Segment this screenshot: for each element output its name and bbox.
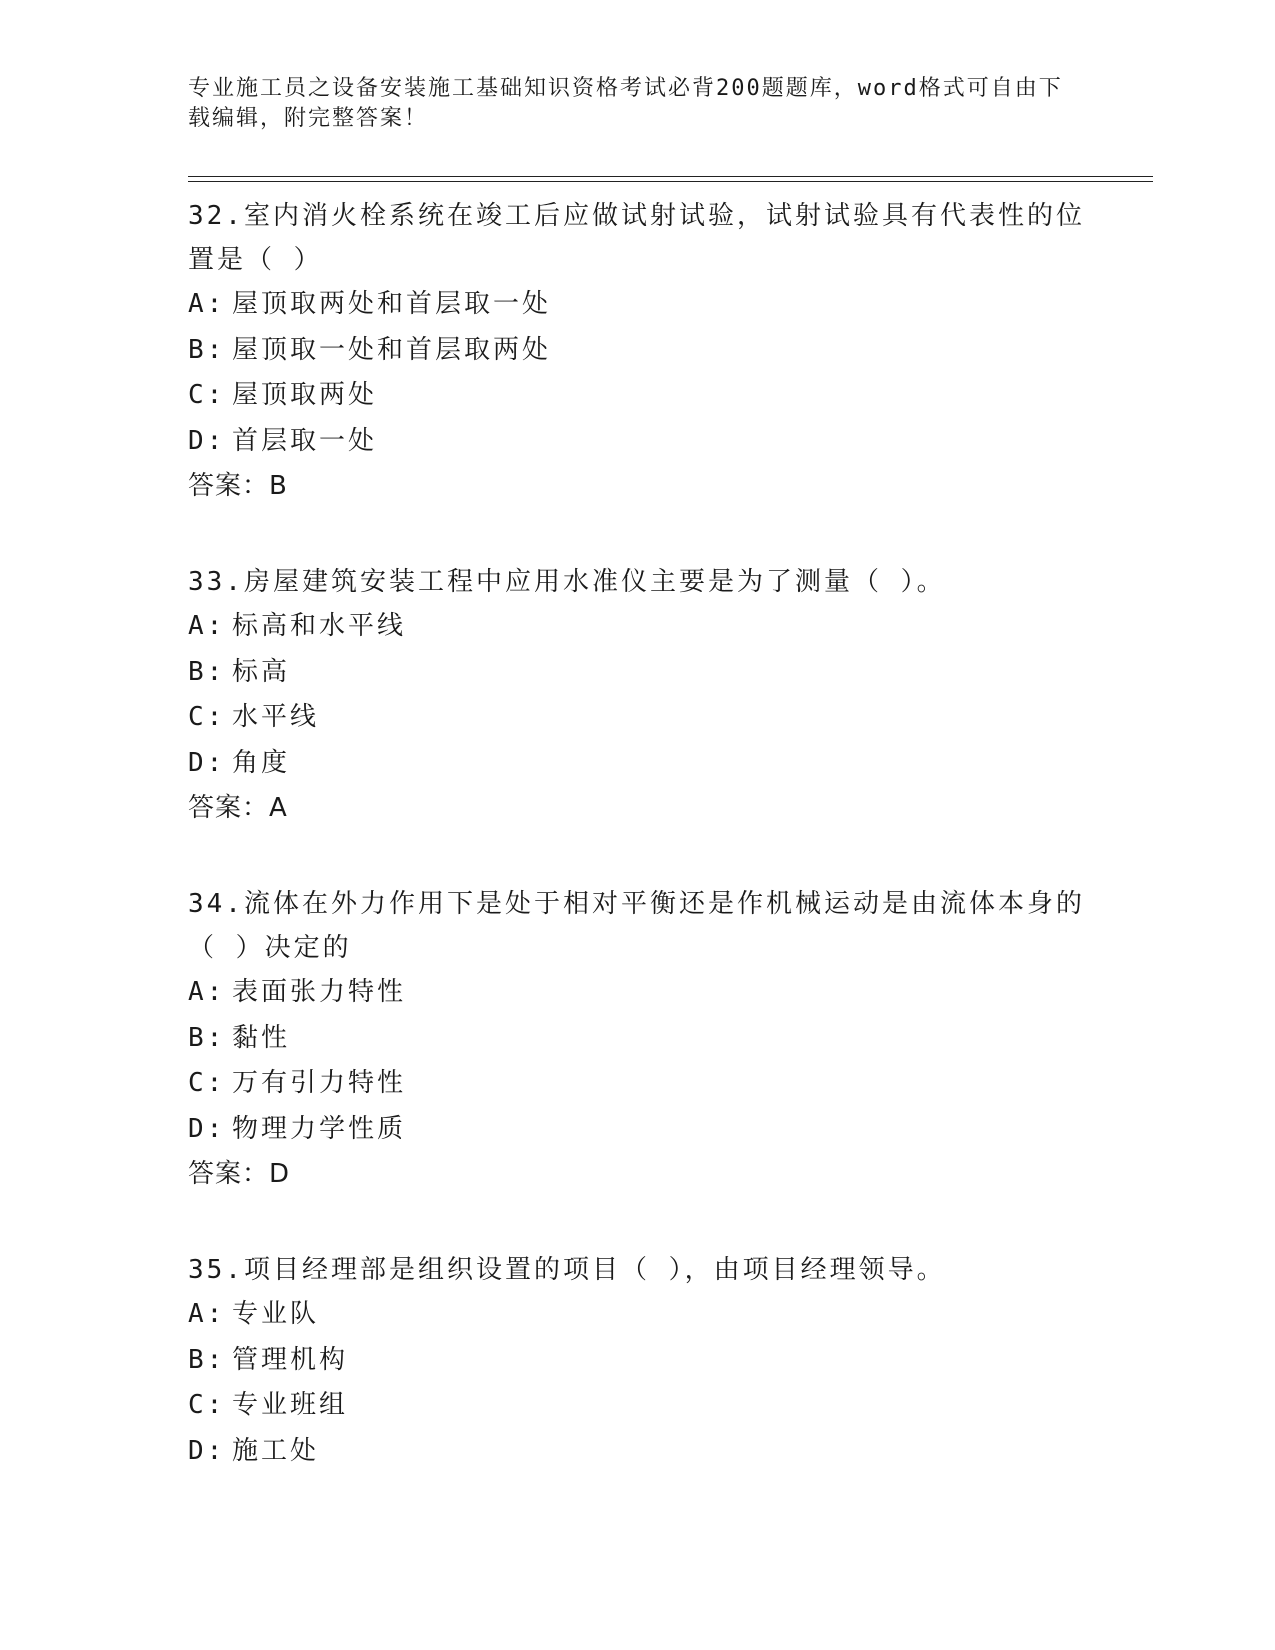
answer-line: 答案：A xyxy=(188,793,288,823)
document-header: 专业施工员之设备安装施工基础知识资格考试必背200题题库，word格式可自由下载编辑，附完整答案！ xyxy=(188,76,1063,131)
option-b xyxy=(188,650,1088,696)
option-text: 标高 xyxy=(232,656,291,687)
question-text: 32.室内消火栓系统在竣工后应做试射试验，试射试验具有代表性的位置是（ ） xyxy=(188,201,1085,275)
question-spacer xyxy=(188,508,1088,556)
option-a xyxy=(188,282,1088,328)
option-label: D: xyxy=(188,1435,226,1466)
option-label: A: xyxy=(188,289,226,319)
option-label: B: xyxy=(188,656,226,687)
question-text: 33.房屋建筑安装工程中应用水准仪主要是为了测量（ ）。 xyxy=(188,567,946,597)
option-text: 施工处 xyxy=(232,1435,320,1466)
question-text: 34.流体在外力作用下是处于相对平衡还是作机械运动是由流体本身的（ ）决定的 xyxy=(188,889,1085,963)
option-d xyxy=(188,419,1088,465)
option-b xyxy=(188,1016,1088,1062)
question-34 xyxy=(188,878,1088,1196)
option-text: 水平线 xyxy=(232,702,320,732)
option-text: 首层取一处 xyxy=(232,425,378,456)
option-text: 角度 xyxy=(232,747,291,778)
question-text: 35.项目经理部是组织设置的项目（ ），由项目经理领导。 xyxy=(188,1255,946,1285)
option-c xyxy=(188,1061,1088,1107)
option-c xyxy=(188,1383,1088,1429)
header-divider-top xyxy=(188,176,1153,177)
option-text: 万有引力特性 xyxy=(232,1068,407,1098)
question-list xyxy=(188,190,1088,1474)
option-a xyxy=(188,604,1088,650)
option-label: D: xyxy=(188,425,226,456)
option-text: 物理力学性质 xyxy=(232,1113,407,1144)
option-a xyxy=(188,1292,1088,1338)
option-text: 屋顶取一处和首层取两处 xyxy=(232,334,552,365)
option-d xyxy=(188,1107,1088,1153)
question-spacer xyxy=(188,1196,1088,1244)
option-label: A: xyxy=(188,977,226,1007)
option-text: 屋顶取两处和首层取一处 xyxy=(232,289,552,319)
option-c xyxy=(188,695,1088,741)
option-label: C: xyxy=(188,1390,226,1420)
option-label: A: xyxy=(188,1299,226,1329)
question-spacer xyxy=(188,830,1088,878)
option-text: 黏性 xyxy=(232,1022,291,1053)
option-label: C: xyxy=(188,1068,226,1098)
option-label: C: xyxy=(188,380,226,410)
header-divider-bottom xyxy=(188,181,1153,182)
option-c xyxy=(188,373,1088,419)
option-text: 专业队 xyxy=(232,1299,320,1329)
option-text: 专业班组 xyxy=(232,1390,349,1420)
option-text: 屋顶取两处 xyxy=(232,380,378,410)
option-text: 表面张力特性 xyxy=(232,977,407,1007)
option-text: 管理机构 xyxy=(232,1344,349,1375)
option-a xyxy=(188,970,1088,1016)
option-label: C: xyxy=(188,702,226,732)
option-d xyxy=(188,1429,1088,1475)
question-33 xyxy=(188,556,1088,830)
option-label: D: xyxy=(188,1113,226,1144)
answer-line: 答案：D xyxy=(188,1159,291,1189)
option-label: B: xyxy=(188,1344,226,1375)
question-32 xyxy=(188,190,1088,508)
option-label: A: xyxy=(188,611,226,641)
option-b xyxy=(188,328,1088,374)
option-label: D: xyxy=(188,747,226,778)
answer-line: 答案：B xyxy=(188,471,288,501)
option-b xyxy=(188,1338,1088,1384)
option-text: 标高和水平线 xyxy=(232,611,407,641)
option-d xyxy=(188,741,1088,787)
option-label: B: xyxy=(188,1022,226,1053)
option-label: B: xyxy=(188,334,226,365)
question-35 xyxy=(188,1244,1088,1474)
